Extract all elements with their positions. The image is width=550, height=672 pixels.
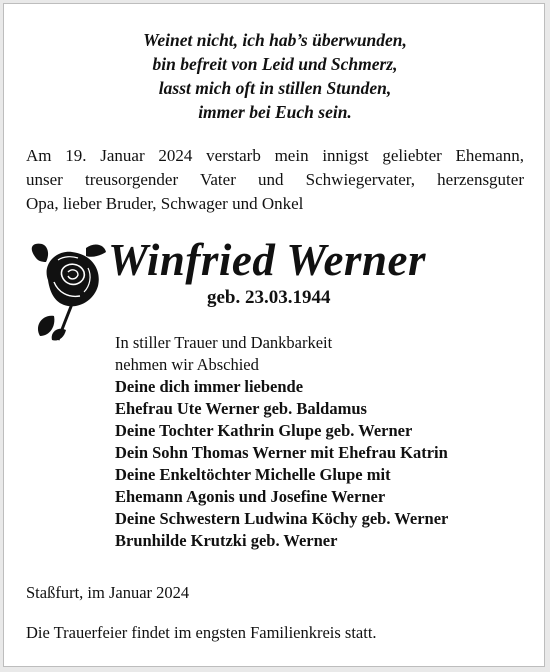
rose-icon: [28, 240, 110, 348]
poem-line: lasst mich oft in stillen Stunden,: [158, 78, 392, 98]
deceased-name: Winfried Werner: [108, 235, 426, 285]
announcement-line: Am 19. Januar 2024 verstarb mein innigst geliebter Ehemann,: [26, 146, 524, 165]
announcement-line: unser treusorgender Vater und Schwiegervater, herzensguter: [26, 170, 524, 189]
family-member-line: Dein Sohn Thomas Werner mit Ehefrau Katrin: [115, 443, 448, 462]
family-member-line: Deine Enkeltöchter Michelle Glupe mit: [115, 465, 391, 484]
family-member-line: Ehemann Agonis und Josefine Werner: [115, 487, 386, 506]
birth-date: geb. 23.03.1944: [207, 287, 331, 308]
mourning-line: In stiller Trauer und Dankbarkeit: [115, 333, 333, 352]
mourning-line: nehmen wir Abschied: [115, 355, 259, 374]
place-and-date: Staßfurt, im Januar 2024: [26, 583, 190, 602]
poem-line: immer bei Euch sein.: [198, 102, 352, 122]
poem-line: bin befreit von Leid und Schmerz,: [152, 54, 398, 74]
obituary-notice: [3, 3, 545, 667]
funeral-notice: Die Trauerfeier findet im engsten Familienkreis statt.: [26, 623, 377, 642]
poem: [4, 28, 546, 124]
family-member-line: Deine dich immer liebende: [115, 377, 304, 396]
family-member-line: Ehefrau Ute Werner geb. Baldamus: [115, 399, 367, 418]
death-announcement: [26, 144, 524, 216]
family-member-line: Deine Schwestern Ludwina Köchy geb. Werner: [115, 509, 449, 528]
announcement-line: Opa, lieber Bruder, Schwager und Onkel: [26, 194, 304, 213]
family-member-line: Brunhilde Krutzki geb. Werner: [115, 531, 338, 550]
poem-line: Weinet nicht, ich hab’s überwunden,: [143, 30, 407, 50]
family-member-line: Deine Tochter Kathrin Glupe geb. Werner: [115, 421, 413, 440]
mourners-block: [115, 332, 448, 552]
